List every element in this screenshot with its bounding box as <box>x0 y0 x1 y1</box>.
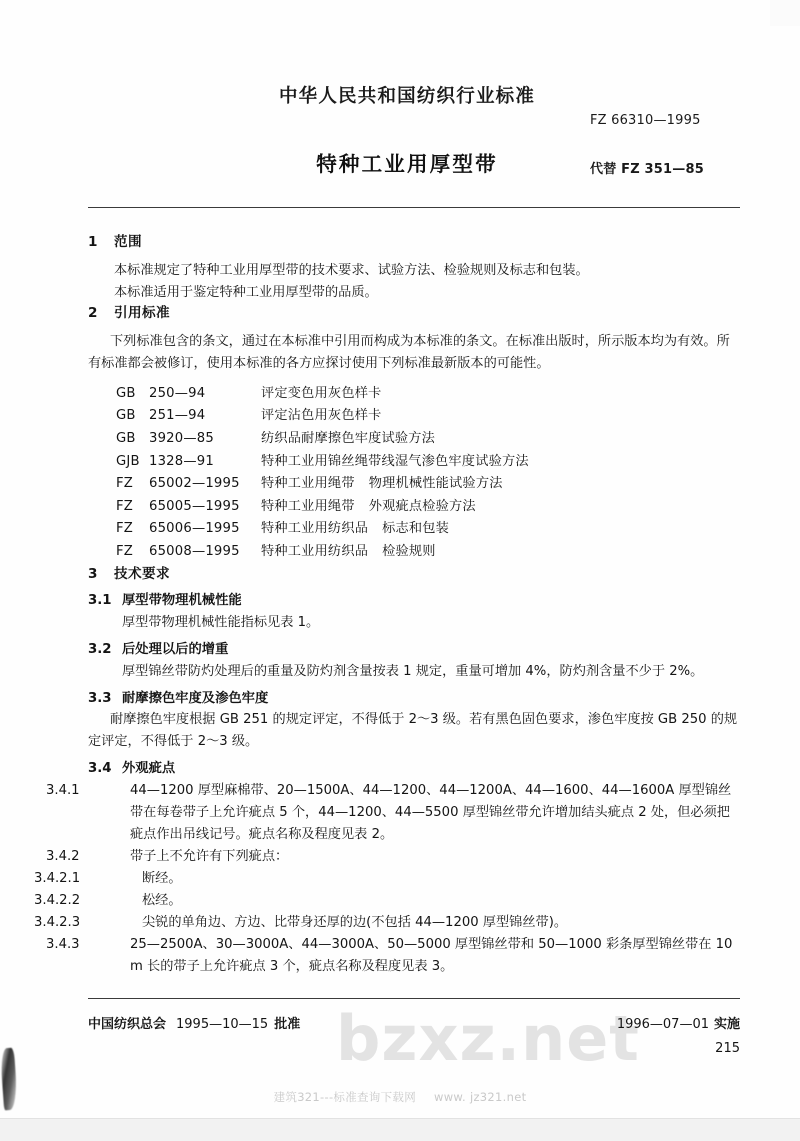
clause-3-1 <box>88 590 740 634</box>
clause-3-4 <box>88 758 740 780</box>
footer-divider <box>88 998 740 999</box>
reference-code: GB 250—94 <box>116 385 206 401</box>
reference-code: GJB 1328—91 <box>116 453 214 469</box>
reference-title: 特种工业用纺织品 检验规则 <box>261 543 436 559</box>
clause-number: 3.2 <box>88 641 112 657</box>
scope-paragraph-1: 本标准规定了特种工业用厚型带的技术要求、试验方法、检验规则及标志和包装。 <box>114 262 589 278</box>
reference-item <box>116 405 740 428</box>
footer-approve-date: 1995—10—15 <box>176 1017 269 1032</box>
reference-item <box>116 383 740 406</box>
section-number: 3 <box>88 565 98 582</box>
clause-3-3 <box>88 688 740 753</box>
subclause-text: 25—2500A、30—3000A、44—3000A、50—5000 厚型锦丝带和 50—1000 彩条厚型锦丝带在 10 m 长的带子上允许疵点 3 个，疵点名称及程度见表 3。 <box>130 936 733 974</box>
clause-body: 厚型锦丝带防灼处理后的重量及防灼剂含量按表 1 规定，重量可增加 4%，防灼剂含量不少于 2%。 <box>122 663 704 679</box>
footer-effective-label: 实施 <box>713 1017 740 1032</box>
subclause-3-4-2-3 <box>34 912 740 934</box>
reference-item <box>116 451 740 474</box>
clause-number: 3.4 <box>88 760 112 776</box>
clause-title: 外观疵点 <box>122 760 176 776</box>
subclause-number: 3.4.3 <box>46 936 80 952</box>
subclause-number: 3.4.2.3 <box>34 914 81 930</box>
clause-body: 耐摩擦色牢度根据 GB 251 的规定评定，不得低于 2～3 级。若有黑色固色要求，渗色牢度按 GB 250 的规定评定，不得低于 2～3 级。 <box>88 712 738 750</box>
footer-effective-date: 1996—07—01 <box>616 1017 709 1032</box>
reference-code: FZ 65005—1995 <box>116 498 240 514</box>
clause-body: 厚型带物理机械性能指标见表 1。 <box>122 615 320 631</box>
footer-approve-label: 批准 <box>274 1017 301 1032</box>
section-heading-technical-requirements <box>88 564 740 586</box>
subclause-3-4-1 <box>46 780 740 846</box>
subclause-number: 3.4.1 <box>46 782 80 798</box>
normative-refs-intro: 下列标准包含的条文，通过在本标准中引用而构成为本标准的条文。在标准出版时，所示版本均为有效。所有标准都会被修订，使用本标准的各方应探讨使用下列标准最新版本的可能性。 <box>88 334 730 371</box>
reference-title: 特种工业用纺织品 标志和包装 <box>261 521 450 537</box>
reference-code: GB 3920—85 <box>116 430 214 446</box>
issuing-organization-title: 中华人民共和国纺织行业标准 <box>278 86 536 107</box>
subclause-text: 带子上不允许有下列疵点： <box>130 848 289 864</box>
subclause-text: 断经。 <box>142 870 182 886</box>
section-number: 2 <box>88 305 98 322</box>
clause-heading <box>88 639 740 661</box>
document-body <box>34 232 740 978</box>
scope-paragraph-2: 本标准适用于鉴定特种工业用厚型带的品质。 <box>114 284 378 300</box>
reference-title: 纺织品耐摩擦色牢度试验方法 <box>261 430 436 446</box>
clause-3-2 <box>88 639 740 683</box>
normative-reference-list <box>88 383 740 564</box>
section-title: 技术要求 <box>114 565 170 582</box>
clause-heading <box>88 590 740 612</box>
subclause-number: 3.4.2.2 <box>34 892 81 908</box>
page-number: 215 <box>715 1041 740 1056</box>
clause-title: 厚型带物理机械性能 <box>122 593 242 609</box>
reference-title: 特种工业用锦丝绳带线湿气渗色牢度试验方法 <box>261 453 529 469</box>
clause-title: 耐摩擦色牢度及渗色牢度 <box>122 690 269 706</box>
reference-title: 特种工业用绳带 物理机械性能试验方法 <box>261 476 503 492</box>
footer-effective <box>617 1013 740 1032</box>
clause-number: 3.3 <box>88 690 112 706</box>
reference-item <box>116 518 740 541</box>
subclause-3-4-3 <box>46 934 740 978</box>
section-number: 1 <box>88 234 98 250</box>
section-title: 范围 <box>114 234 142 250</box>
reference-code: FZ 65008—1995 <box>116 543 240 559</box>
clause-heading <box>88 758 740 780</box>
subclause-3-4-2-2 <box>34 890 740 912</box>
reference-item <box>116 473 740 496</box>
clause-title: 后处理以后的增重 <box>122 641 229 657</box>
subclause-text: 松经。 <box>142 892 182 908</box>
subclause-text: 44—1200 厚型麻棉带、20—1500A、44—1200、44—1200A、44—1600、44—1600A 厚型锦丝带在每卷带子上允许疵点 5 个，44—1200、44—5500 厚型锦丝带允许增加结头疵点 2 处，但必须把疵点作出吊线记号。疵点名称及程度见表 2。 <box>130 782 732 842</box>
footer-approval <box>88 1013 300 1032</box>
watermark-site-name: 建筑321---标准查询下载网 <box>273 1090 416 1104</box>
scan-artifact-bottom-band <box>0 1118 800 1141</box>
watermark-bzxz: bzxz.net <box>336 1002 640 1075</box>
document-header <box>0 0 800 200</box>
watermark-site-url: www. jz321.net <box>434 1090 527 1104</box>
standard-code: FZ 66310—1995 <box>590 113 701 128</box>
reference-item <box>116 496 740 519</box>
clause-number: 3.1 <box>88 593 112 609</box>
section-title: 引用标准 <box>114 305 170 322</box>
reference-item <box>116 428 740 451</box>
subclause-number: 3.4.2.1 <box>34 870 81 886</box>
section-heading-scope <box>88 232 740 254</box>
reference-title: 评定沾色用灰色样卡 <box>261 408 382 424</box>
scan-artifact-top-right <box>770 0 800 26</box>
clause-heading <box>88 688 740 710</box>
reference-code: FZ 65002—1995 <box>116 476 240 492</box>
subclause-text: 尖锐的单角边、方边、比带身还厚的边(不包括 44—1200 厚型锦丝带)。 <box>142 914 568 930</box>
subclause-3-4-2 <box>46 846 740 868</box>
subclause-number: 3.4.2 <box>46 848 80 864</box>
header-divider <box>88 207 740 208</box>
reference-item <box>116 541 740 564</box>
subclause-3-4-2-1 <box>34 868 740 890</box>
reference-title: 评定变色用灰色样卡 <box>261 385 382 401</box>
reference-title: 特种工业用绳带 外观疵点检验方法 <box>261 498 476 514</box>
footer-issuer: 中国纺织总会 <box>88 1017 167 1032</box>
section-heading-normative-refs <box>88 303 740 325</box>
standard-title: 特种工业用厚型带 <box>316 152 498 176</box>
reference-code: FZ 65006—1995 <box>116 521 240 537</box>
standard-replaces: 代替 FZ 351—85 <box>590 162 704 177</box>
reference-code: GB 251—94 <box>116 408 206 424</box>
watermark-site-line <box>0 1089 800 1105</box>
